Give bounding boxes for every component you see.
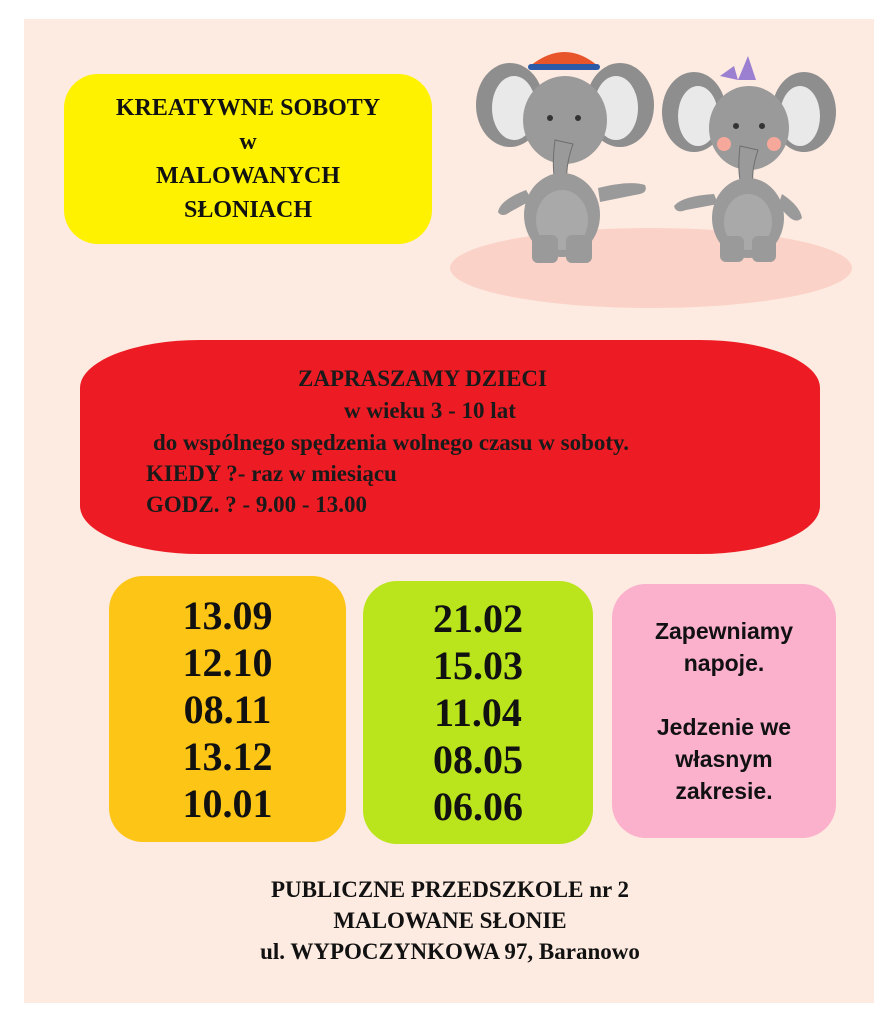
- dates-box-spring: [363, 581, 593, 844]
- title-line-3: MALOWANYCH: [156, 163, 340, 189]
- footer-address: [100, 874, 800, 967]
- two-elephants-illustration: [470, 40, 850, 270]
- title-line-4: SŁONIACH: [183, 197, 313, 223]
- date-item: 15.03: [433, 643, 523, 688]
- title-line-2: w: [239, 129, 257, 155]
- date-item: 10.01: [182, 780, 273, 826]
- date-item: 08.11: [183, 686, 272, 732]
- elephant-girl-icon: [662, 56, 836, 262]
- invitation-line-5: GODZ. ? - 9.00 - 13.00: [146, 492, 368, 517]
- title-box: [64, 74, 432, 244]
- date-item: 13.09: [182, 592, 273, 638]
- info-line-3: Jedzenie we: [656, 714, 792, 740]
- dates-box-autumn: [109, 576, 346, 842]
- info-line-5: zakresie.: [675, 778, 773, 804]
- invitation-line-1: ZAPRASZAMY DZIECI: [298, 366, 547, 391]
- info-line-4: własnym: [675, 746, 773, 772]
- date-item: 21.02: [433, 596, 523, 641]
- invitation-box: [80, 340, 820, 554]
- title-line-1: KREATYWNE SOBOTY: [115, 95, 381, 121]
- invitation-line-3: do wspólnego spędzenia wolnego czasu w soboty.: [153, 430, 630, 455]
- footer-line-2: MALOWANE SŁONIE: [333, 908, 567, 933]
- invitation-line-2: w wieku 3 - 10 lat: [344, 398, 516, 423]
- date-item: 11.04: [434, 690, 522, 735]
- info-line-2: napoje.: [683, 650, 765, 676]
- date-item: 06.06: [433, 784, 523, 829]
- invitation-line-4: KIEDY ?- raz w miesiącu: [146, 461, 397, 486]
- info-box: [612, 584, 836, 838]
- info-line-1: Zapewniamy: [654, 618, 794, 644]
- elephant-boy-icon: [476, 52, 654, 263]
- date-item: 13.12: [182, 733, 273, 779]
- footer-line-1: PUBLICZNE PRZEDSZKOLE nr 2: [270, 877, 630, 902]
- date-item: 08.05: [433, 737, 523, 782]
- date-item: 12.10: [182, 639, 273, 685]
- footer-line-3: ul. WYPOCZYNKOWA 97, Baranowo: [260, 939, 640, 964]
